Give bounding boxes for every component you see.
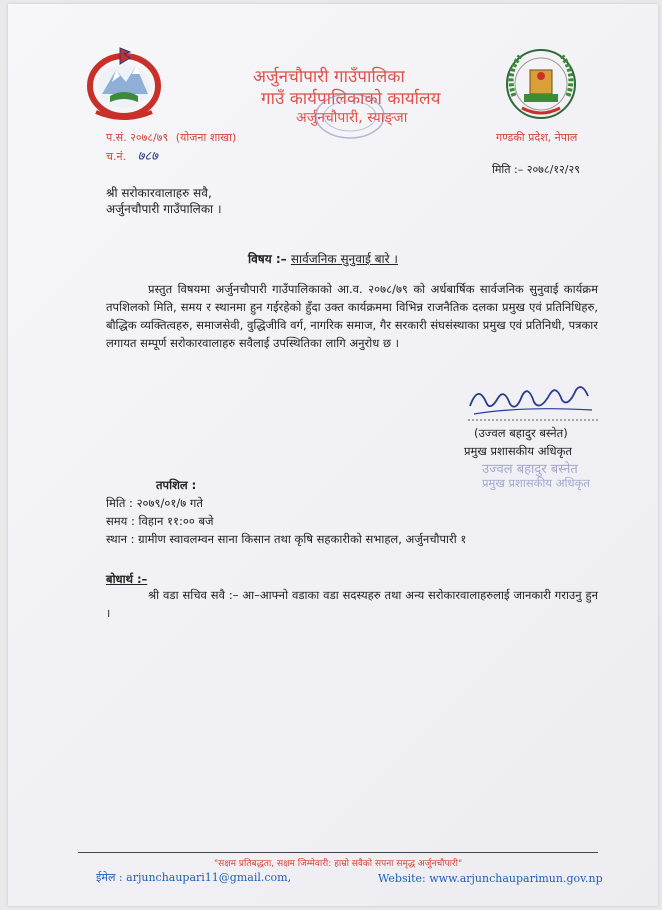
municipality-logo-icon xyxy=(500,44,582,122)
dispatch-label: च.नं. xyxy=(106,150,127,163)
letter-page xyxy=(8,4,658,906)
dispatch-number xyxy=(106,146,158,164)
letter-body: प्रस्तुत विषयमा अर्जुनचौपारी गाउँपालिकाको आ.व. २०७८/७९ को अर्धबार्षिक सार्वजनिक सुनुवाई कार्यक्रम तपशिलको मिति, समय र स्थानमा हुन गईरहेको हुँदा उक्त कार्यक्रममा विभिन्न राजनैतिक दलका प्रमुख एवं प्रतिनिधिहरु, बौद्धिक व्यक्तित्वहरु, समाजसेवी, वुद्धिजीवि वर्ग, नागरिक समाज, गैर सरकारी संघसंस्थाका प्रमुख एवं प्रतिनिधी, पत्रकार लगायत सम्पूर्ण सरोकारवालाहरु सवैलाई उपस्थितिका लागि अनुरोध छ । xyxy=(106,282,598,350)
cc-heading-text: बोधार्थ :– xyxy=(106,572,148,586)
name-stamp: उज्वल बहादुर बस्नेत xyxy=(482,462,578,477)
signatory-name: (उज्वल बहादुर बस्नेत) xyxy=(474,426,568,440)
footer-slogan: "सक्षम प्रतिबद्धता, सक्षम जिम्मेवारी: हाम्रो सवैको सपना समृद्ध अर्जुनचौपारी" xyxy=(214,859,463,869)
signatory-title: प्रमुख प्रशासकीय अधिकृत xyxy=(464,444,572,458)
recipient-line-1: श्री सरोकारवालाहरु सवै, xyxy=(106,186,212,200)
footer-divider xyxy=(78,852,598,853)
schedule-heading-text: तपशिल : xyxy=(156,478,197,492)
subject-line xyxy=(248,250,398,267)
schedule-heading xyxy=(156,478,196,493)
schedule-time: समय : विहान ११:०० बजे xyxy=(106,514,214,528)
letter-date: मिति :– २०७८/१२/२९ xyxy=(492,163,580,176)
footer-email[interactable]: ईमेल : arjunchaupari11@gmail.com, xyxy=(96,871,292,884)
nepal-emblem-icon xyxy=(82,42,166,120)
dispatch-value: ७८७ xyxy=(137,149,158,164)
org-name: अर्जुनचौपारी गाउँपालिका xyxy=(253,67,405,87)
reference-label: प.सं. २०७८/७९ xyxy=(106,131,169,144)
subject-text: सार्वजनिक सुनुवाई बारे । xyxy=(290,252,398,266)
province-label: गण्डकी प्रदेश, नेपाल xyxy=(496,131,578,144)
org-location: अर्जुनचौपारी, स्याङ्जा xyxy=(296,110,408,126)
cc-heading xyxy=(106,572,147,587)
reference-number xyxy=(106,130,236,145)
signature-icon xyxy=(464,376,604,426)
cc-text: श्री वडा सचिव सवै :– आ–आफ्नो वडाका वडा सदस्यहरु तथा अन्य सरोकारवालाहरुलाई जानकारी गराउनु हुन । xyxy=(106,588,598,620)
title-stamp: प्रमुख प्रशासकीय अधिकृत xyxy=(482,476,590,490)
office-name: गाउँ कार्यपालिकाको कार्यालय xyxy=(261,89,441,109)
schedule-date: मिति : २०७९/०१/७ गते xyxy=(106,496,203,510)
footer-website[interactable]: Website: www.arjunchauparimun.gov.np xyxy=(378,872,603,885)
recipient-line-2: अर्जुनचौपारी गाउँपालिका । xyxy=(106,202,222,216)
reference-section: (योजना शाखा) xyxy=(175,131,237,144)
schedule-venue: स्थान : ग्रामीण स्वावलम्वन साना किसान तथा कृषि सहकारीको सभाहल, अर्जुनचौपारी १ xyxy=(106,532,467,546)
subject-label: विषय :– xyxy=(248,252,291,266)
office-stamp-icon xyxy=(313,90,387,142)
